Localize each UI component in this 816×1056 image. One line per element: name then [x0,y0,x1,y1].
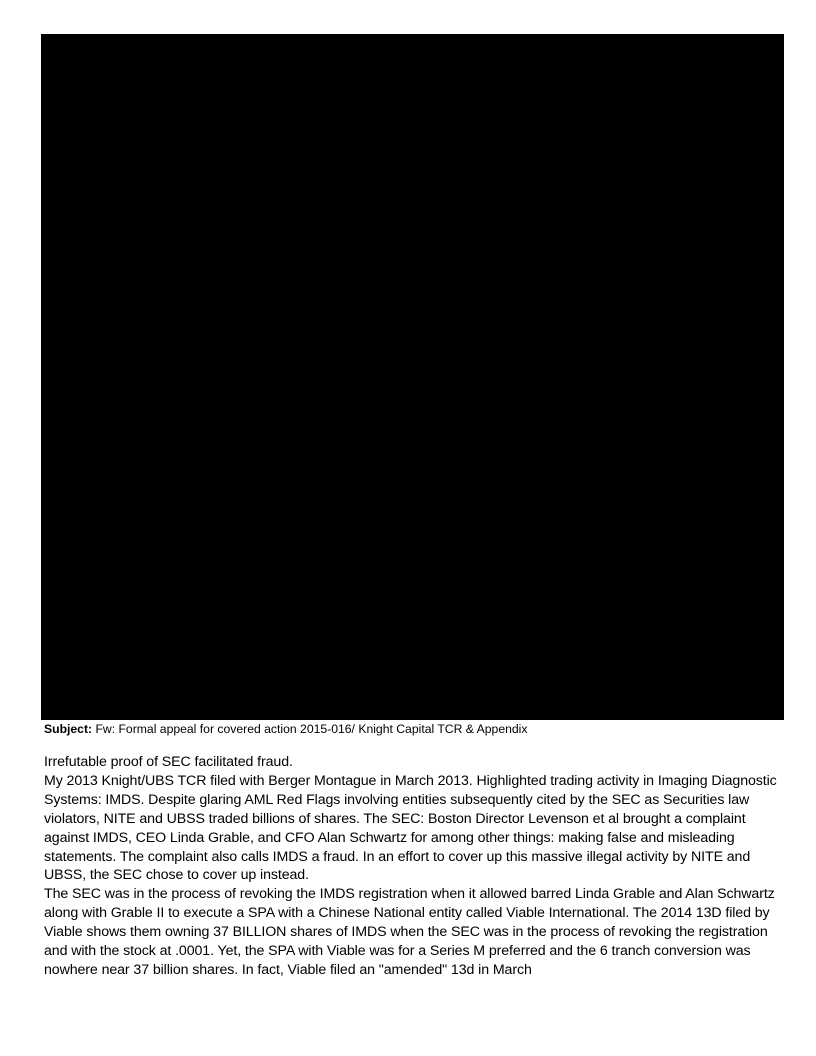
redacted-image-block [41,34,784,720]
body-paragraph-2: My 2013 Knight/UBS TCR filed with Berger Montague in March 2013. Highlighted trading activity in Imaging Diagnostic Systems: IMDS. Despite glaring AML Red Flags involving entities subsequently cited by the SEC as Securities law violators, NITE and UBSS traded billions of shares. The SEC: Boston Director Levenson et al brought a complaint against IMDS, CEO Linda Grable, and CFO Alan Schwartz for among other things: making false and misleading statements. The complaint also calls IMDS a fraud. In an effort to cover up this massive illegal activity by NITE and UBSS, the SEC chose to cover up instead. [44,772,777,884]
subject-text: Fw: Formal appeal for covered action 2015-016/ Knight Capital TCR & Appendix [95,722,528,736]
email-body [44,753,788,980]
body-paragraph-1: Irrefutable proof of SEC facilitated fraud. [44,754,293,770]
body-paragraph-3: The SEC was in the process of revoking the IMDS registration when it allowed barred Linda Grable and Alan Schwartz along with Grable II to execute a SPA with a Chinese National entity called Viable International. The 2014 13D filed by Viable shows them owning 37 BILLION shares of IMDS when the SEC was in the process of revoking the registration and with the stock at .0001. Yet, the SPA with Viable was for a Series M preferred and the 6 tranch conversion was nowhere near 37 billion shares. In fact, Viable filed an "amended" 13d in March [44,886,775,978]
subject-label: Subject: [44,722,93,736]
email-subject-line [44,721,788,737]
email-content [44,721,788,980]
